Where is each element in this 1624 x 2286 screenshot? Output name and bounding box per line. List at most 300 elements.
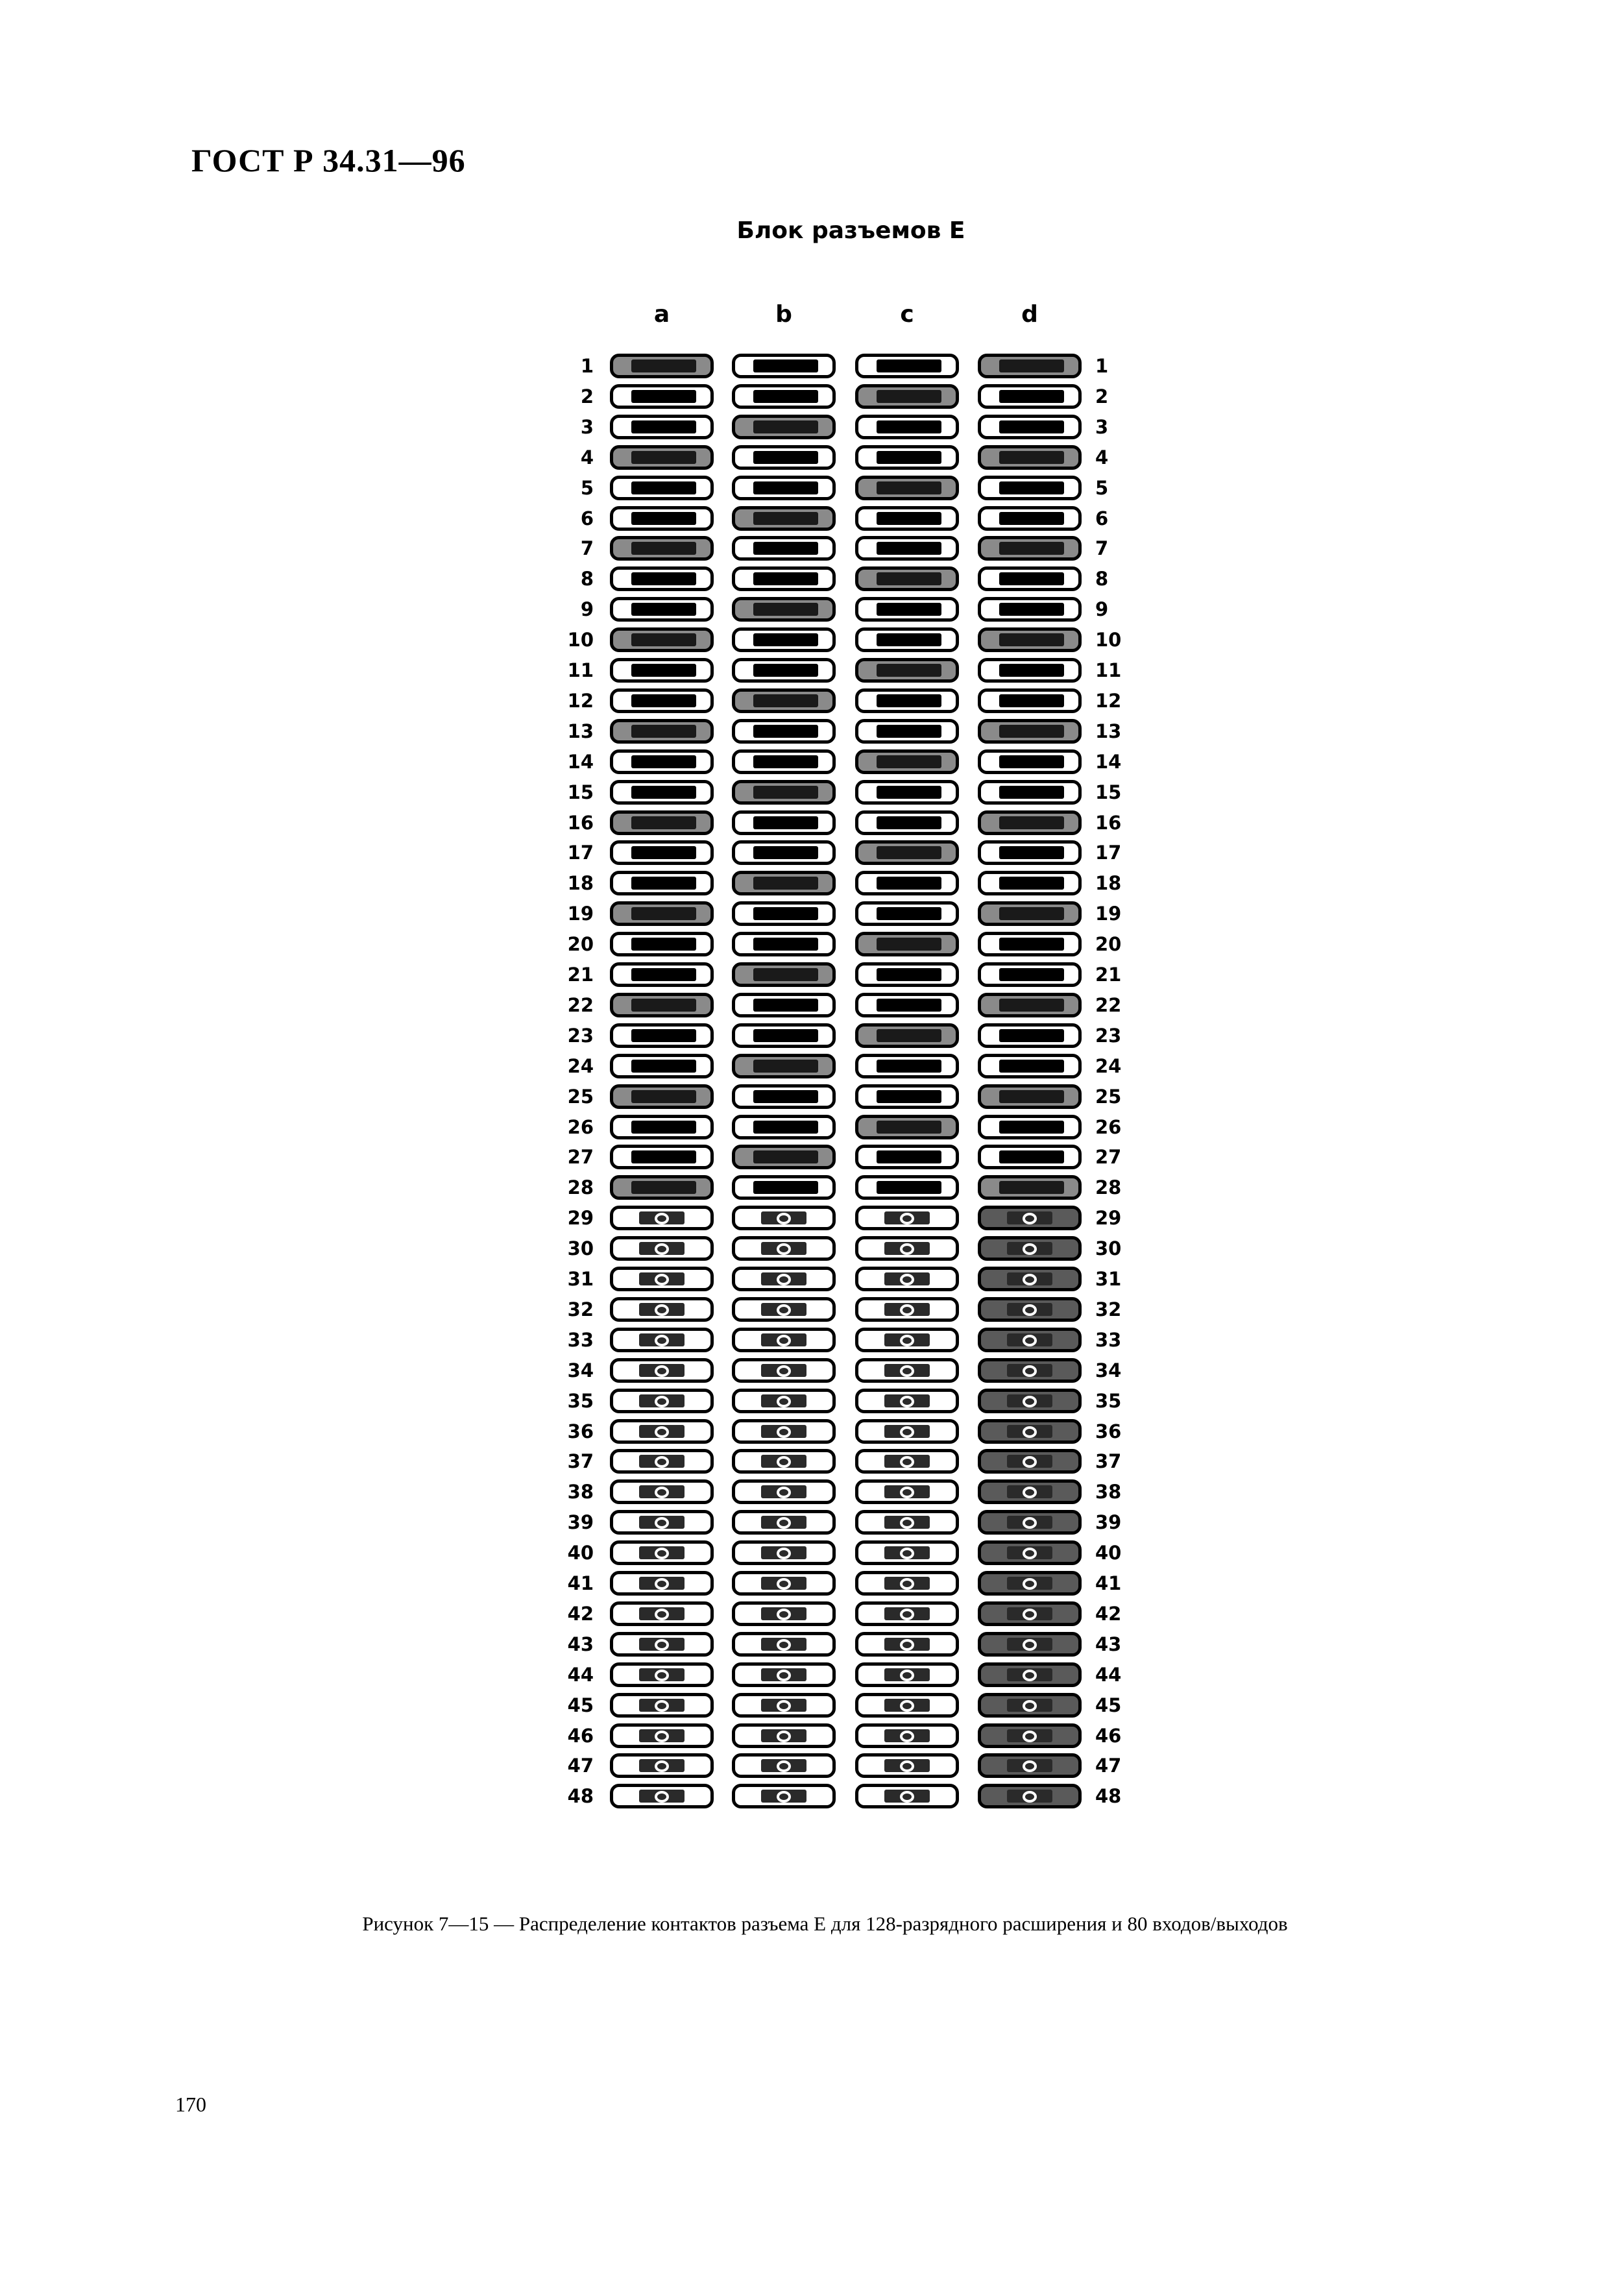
io-ring-icon	[900, 1426, 914, 1438]
pin-label-block	[999, 1181, 1064, 1194]
row-number-right: 35	[1095, 1389, 1122, 1412]
io-ring-icon	[1023, 1365, 1037, 1377]
io-ring-icon	[900, 1578, 914, 1590]
pin-label-block	[877, 1029, 941, 1042]
connector-pin-c-31	[855, 1267, 959, 1291]
connector-pin-d-43	[978, 1632, 1082, 1657]
pin-label-block	[631, 725, 696, 738]
row-number-left: 12	[567, 689, 594, 712]
pin-label-block	[631, 1029, 696, 1042]
connector-pin-b-33	[732, 1328, 836, 1352]
connector-pin-b-37	[732, 1449, 836, 1474]
pin-label-block	[877, 1150, 941, 1163]
io-ring-icon	[900, 1639, 914, 1651]
pin-label-block	[631, 786, 696, 799]
row-number-left: 15	[567, 781, 594, 803]
connector-pin-b-23	[732, 1023, 836, 1048]
pin-label-block	[999, 755, 1064, 768]
connector-pin-c-2	[855, 384, 959, 409]
pin-label-block	[753, 451, 818, 464]
pin-label-block	[999, 1121, 1064, 1134]
row-number-right: 19	[1095, 903, 1122, 925]
io-ring-icon	[655, 1426, 669, 1438]
connector-pin-c-11	[855, 658, 959, 683]
pin-label-block	[631, 1090, 696, 1103]
pin-label-block	[877, 1181, 941, 1194]
connector-pin-b-34	[732, 1358, 836, 1383]
connector-pin-a-5	[610, 476, 714, 500]
io-ring-icon	[900, 1274, 914, 1285]
row-number-right: 29	[1095, 1207, 1122, 1230]
row-number-left: 48	[567, 1785, 594, 1808]
connector-pin-a-14	[610, 749, 714, 774]
connector-pin-c-29	[855, 1206, 959, 1230]
pin-label-block	[753, 816, 818, 829]
row-number-left: 28	[567, 1176, 594, 1199]
pin-label-block	[877, 1090, 941, 1103]
connector-pin-a-3	[610, 415, 714, 439]
row-number-right: 45	[1095, 1694, 1122, 1716]
connector-pin-b-17	[732, 840, 836, 865]
row-number-right: 44	[1095, 1663, 1122, 1686]
io-ring-icon	[777, 1639, 791, 1651]
connector-pin-c-37	[855, 1449, 959, 1474]
io-ring-icon	[655, 1396, 669, 1407]
connector-pin-b-24	[732, 1054, 836, 1078]
connector-pin-b-5	[732, 476, 836, 500]
io-ring-icon	[1023, 1609, 1037, 1620]
io-ring-icon	[1023, 1670, 1037, 1681]
row-number-left: 24	[567, 1054, 594, 1077]
pin-label-block	[753, 1060, 818, 1073]
pin-label-block	[753, 938, 818, 951]
pin-label-block	[631, 1060, 696, 1073]
row-number-left: 39	[567, 1511, 594, 1534]
io-ring-icon	[1023, 1304, 1037, 1316]
connector-pin-b-18	[732, 871, 836, 895]
connector-pin-b-13	[732, 719, 836, 744]
pin-label-block	[631, 664, 696, 677]
row-number-left: 5	[580, 476, 594, 499]
io-ring-icon	[655, 1243, 669, 1255]
row-number-right: 28	[1095, 1176, 1122, 1199]
connector-pin-b-36	[732, 1419, 836, 1444]
io-ring-icon	[777, 1548, 791, 1559]
pin-label-block	[999, 603, 1064, 616]
pin-label-block	[631, 481, 696, 494]
connector-pin-c-8	[855, 566, 959, 591]
pin-label-block	[999, 786, 1064, 799]
io-ring-icon	[655, 1304, 669, 1316]
pin-label-block	[631, 359, 696, 372]
io-ring-icon	[900, 1396, 914, 1407]
block-title: Блок разъемов Е	[736, 217, 965, 244]
connector-pin-d-30	[978, 1236, 1082, 1261]
connector-pin-a-41	[610, 1571, 714, 1596]
io-ring-icon	[777, 1396, 791, 1407]
connector-pin-d-12	[978, 688, 1082, 713]
connector-pin-c-14	[855, 749, 959, 774]
row-number-left: 34	[567, 1359, 594, 1381]
connector-pin-a-16	[610, 810, 714, 835]
connector-pin-b-19	[732, 901, 836, 926]
connector-pin-a-48	[610, 1784, 714, 1808]
pin-label-block	[999, 846, 1064, 859]
connector-pin-a-43	[610, 1632, 714, 1657]
pin-label-block	[999, 938, 1064, 951]
row-number-right: 15	[1095, 781, 1122, 803]
io-ring-icon	[777, 1578, 791, 1590]
io-ring-icon	[655, 1609, 669, 1620]
connector-pin-b-32	[732, 1297, 836, 1322]
pin-label-block	[753, 846, 818, 859]
pin-label-block	[753, 359, 818, 372]
connector-pin-d-29	[978, 1206, 1082, 1230]
connector-pin-d-24	[978, 1054, 1082, 1078]
pin-label-block	[999, 512, 1064, 525]
row-number-left: 35	[567, 1389, 594, 1412]
connector-pin-d-17	[978, 840, 1082, 865]
column-header-a: a	[653, 301, 670, 328]
pin-label-block	[999, 999, 1064, 1012]
connector-pin-b-40	[732, 1540, 836, 1565]
pin-label-block	[631, 603, 696, 616]
row-number-right: 43	[1095, 1633, 1122, 1655]
connector-pin-b-43	[732, 1632, 836, 1657]
connector-pin-b-4	[732, 445, 836, 470]
row-number-right: 41	[1095, 1572, 1122, 1594]
row-number-right: 23	[1095, 1024, 1122, 1047]
io-ring-icon	[777, 1304, 791, 1316]
row-number-left: 42	[567, 1602, 594, 1625]
pin-label-block	[877, 1121, 941, 1134]
row-number-right: 22	[1095, 993, 1122, 1016]
connector-pin-a-13	[610, 719, 714, 744]
connector-pin-d-42	[978, 1601, 1082, 1626]
row-number-left: 10	[567, 629, 594, 651]
pin-label-block	[877, 359, 941, 372]
pin-label-block	[999, 1150, 1064, 1163]
connector-pin-c-9	[855, 597, 959, 622]
pin-label-block	[877, 664, 941, 677]
io-ring-icon	[900, 1335, 914, 1346]
connector-pin-b-3	[732, 415, 836, 439]
row-number-left: 20	[567, 933, 594, 956]
row-number-left: 29	[567, 1207, 594, 1230]
connector-pin-a-22	[610, 993, 714, 1017]
row-number-left: 16	[567, 811, 594, 834]
row-number-left: 7	[580, 537, 594, 560]
connector-pin-a-8	[610, 566, 714, 591]
pin-label-block	[631, 816, 696, 829]
io-ring-icon	[777, 1700, 791, 1712]
connector-pin-a-15	[610, 780, 714, 805]
io-ring-icon	[655, 1670, 669, 1681]
connector-pin-c-6	[855, 506, 959, 531]
connector-pin-c-46	[855, 1723, 959, 1748]
row-number-right: 18	[1095, 872, 1122, 895]
connector-pin-a-20	[610, 932, 714, 956]
row-number-left: 6	[580, 507, 594, 529]
pin-label-block	[631, 694, 696, 707]
pin-label-block	[753, 1181, 818, 1194]
connector-pin-a-33	[610, 1328, 714, 1352]
connector-pin-c-30	[855, 1236, 959, 1261]
row-number-right: 33	[1095, 1328, 1122, 1351]
io-ring-icon	[900, 1700, 914, 1712]
io-ring-icon	[1023, 1274, 1037, 1285]
connector-pin-b-35	[732, 1389, 836, 1413]
connector-pin-d-40	[978, 1540, 1082, 1565]
connector-pin-d-28	[978, 1175, 1082, 1200]
pin-label-block	[999, 968, 1064, 981]
connector-pin-b-26	[732, 1115, 836, 1139]
connector-pin-c-47	[855, 1753, 959, 1778]
pin-label-block	[877, 938, 941, 951]
pin-label-block	[753, 512, 818, 525]
connector-pin-d-22	[978, 993, 1082, 1017]
connector-pin-c-48	[855, 1784, 959, 1808]
connector-pin-a-6	[610, 506, 714, 531]
pin-label-block	[999, 1060, 1064, 1073]
connector-pin-c-35	[855, 1389, 959, 1413]
pin-label-block	[753, 725, 818, 738]
connector-pin-d-47	[978, 1753, 1082, 1778]
connector-pin-a-44	[610, 1662, 714, 1687]
row-number-right: 38	[1095, 1481, 1122, 1503]
pin-label-block	[877, 877, 941, 890]
row-number-right: 25	[1095, 1085, 1122, 1108]
pin-label-block	[877, 420, 941, 433]
io-ring-icon	[1023, 1426, 1037, 1438]
connector-pin-a-18	[610, 871, 714, 895]
io-ring-icon	[1023, 1335, 1037, 1346]
figure-caption: Рисунок 7—15 — Распределение контактов разъема Е для 128-разрядного расширения и 80 входов/выходов	[362, 1912, 1288, 1935]
pin-label-block	[877, 603, 941, 616]
connector-pin-d-1	[978, 354, 1082, 378]
io-ring-icon	[655, 1700, 669, 1712]
row-number-left: 27	[567, 1146, 594, 1169]
column-header-d: d	[1021, 301, 1038, 328]
connector-pin-c-40	[855, 1540, 959, 1565]
pin-label-block	[631, 877, 696, 890]
io-ring-icon	[1023, 1243, 1037, 1255]
connector-pin-a-7	[610, 536, 714, 561]
pin-label-block	[999, 664, 1064, 677]
connector-pin-d-7	[978, 536, 1082, 561]
row-number-right: 13	[1095, 720, 1122, 742]
pin-label-block	[877, 1060, 941, 1073]
io-ring-icon	[777, 1365, 791, 1377]
connector-pin-b-47	[732, 1753, 836, 1778]
row-number-left: 21	[567, 964, 594, 986]
row-number-left: 18	[567, 872, 594, 895]
connector-pin-d-20	[978, 932, 1082, 956]
connector-pin-d-31	[978, 1267, 1082, 1291]
io-ring-icon	[777, 1609, 791, 1620]
connector-pin-b-28	[732, 1175, 836, 1200]
connector-pin-b-7	[732, 536, 836, 561]
connector-pin-a-9	[610, 597, 714, 622]
pin-label-block	[753, 694, 818, 707]
row-number-right: 42	[1095, 1602, 1122, 1625]
connector-pin-c-7	[855, 536, 959, 561]
connector-pin-d-39	[978, 1510, 1082, 1535]
connector-pin-a-28	[610, 1175, 714, 1200]
connector-pin-a-30	[610, 1236, 714, 1261]
connector-pin-d-35	[978, 1389, 1082, 1413]
row-number-right: 3	[1095, 415, 1109, 438]
connector-pin-b-20	[732, 932, 836, 956]
row-number-left: 30	[567, 1237, 594, 1260]
row-number-left: 19	[567, 903, 594, 925]
row-number-left: 36	[567, 1420, 594, 1442]
connector-pin-b-14	[732, 749, 836, 774]
connector-pin-a-32	[610, 1297, 714, 1322]
connector-pin-c-43	[855, 1632, 959, 1657]
connector-pin-a-35	[610, 1389, 714, 1413]
connector-pin-a-17	[610, 840, 714, 865]
connector-pin-a-39	[610, 1510, 714, 1535]
connector-pin-a-29	[610, 1206, 714, 1230]
row-number-left: 3	[580, 415, 594, 438]
row-number-left: 41	[567, 1572, 594, 1594]
row-number-left: 14	[567, 750, 594, 773]
pin-label-block	[877, 786, 941, 799]
connector-pin-a-26	[610, 1115, 714, 1139]
connector-pin-c-17	[855, 840, 959, 865]
connector-pin-b-38	[732, 1479, 836, 1504]
connector-pin-d-21	[978, 962, 1082, 987]
connector-pin-b-45	[732, 1693, 836, 1718]
pin-label-block	[753, 603, 818, 616]
connector-pin-c-10	[855, 627, 959, 652]
connector-pin-d-3	[978, 415, 1082, 439]
connector-pin-d-26	[978, 1115, 1082, 1139]
connector-pin-b-22	[732, 993, 836, 1017]
row-number-left: 17	[567, 842, 594, 864]
connector-pin-d-27	[978, 1145, 1082, 1169]
row-number-left: 46	[567, 1724, 594, 1747]
pin-label-block	[753, 1090, 818, 1103]
pin-label-block	[999, 451, 1064, 464]
row-number-left: 25	[567, 1085, 594, 1108]
connector-pin-c-24	[855, 1054, 959, 1078]
io-ring-icon	[1023, 1396, 1037, 1407]
connector-pin-a-4	[610, 445, 714, 470]
pin-label-block	[877, 968, 941, 981]
pin-label-block	[753, 481, 818, 494]
connector-pin-d-19	[978, 901, 1082, 926]
row-number-right: 16	[1095, 811, 1122, 834]
pin-label-block	[999, 907, 1064, 920]
connector-pin-b-15	[732, 780, 836, 805]
pin-label-block	[631, 968, 696, 981]
pin-label-block	[999, 481, 1064, 494]
connector-pin-b-21	[732, 962, 836, 987]
row-number-right: 40	[1095, 1542, 1122, 1564]
pin-label-block	[631, 542, 696, 555]
connector-pin-c-23	[855, 1023, 959, 1048]
io-ring-icon	[900, 1365, 914, 1377]
io-ring-icon	[900, 1731, 914, 1742]
pin-label-block	[999, 633, 1064, 646]
pin-label-block	[753, 999, 818, 1012]
pin-label-block	[877, 633, 941, 646]
connector-pin-b-9	[732, 597, 836, 622]
pin-label-block	[877, 481, 941, 494]
pin-label-block	[877, 694, 941, 707]
connector-pin-a-31	[610, 1267, 714, 1291]
connector-pin-b-31	[732, 1267, 836, 1291]
pin-label-block	[631, 907, 696, 920]
io-ring-icon	[655, 1548, 669, 1559]
connector-pin-a-21	[610, 962, 714, 987]
row-number-right: 30	[1095, 1237, 1122, 1260]
connector-pin-d-6	[978, 506, 1082, 531]
row-number-right: 12	[1095, 689, 1122, 712]
pin-label-block	[877, 390, 941, 403]
row-number-right: 6	[1095, 507, 1109, 529]
io-ring-icon	[1023, 1700, 1037, 1712]
pin-label-block	[877, 451, 941, 464]
io-ring-icon	[1023, 1548, 1037, 1559]
pin-label-block	[999, 725, 1064, 738]
pin-label-block	[877, 999, 941, 1012]
pin-label-block	[753, 877, 818, 890]
connector-pin-c-45	[855, 1693, 959, 1718]
io-ring-icon	[777, 1243, 791, 1255]
io-ring-icon	[655, 1639, 669, 1651]
connector-pin-d-9	[978, 597, 1082, 622]
column-header-b: b	[775, 301, 792, 328]
connector-pin-d-34	[978, 1358, 1082, 1383]
connector-pin-a-1	[610, 354, 714, 378]
io-ring-icon	[655, 1365, 669, 1377]
document-header: ГОСТ Р 34.31—96	[191, 142, 466, 178]
connector-pin-c-16	[855, 810, 959, 835]
row-number-right: 4	[1095, 446, 1109, 468]
connector-pin-a-23	[610, 1023, 714, 1048]
connector-pin-b-2	[732, 384, 836, 409]
connector-pin-c-44	[855, 1662, 959, 1687]
row-number-right: 9	[1095, 598, 1109, 621]
connector-pin-c-34	[855, 1358, 959, 1383]
row-number-right: 1	[1095, 355, 1109, 377]
connector-pin-c-19	[855, 901, 959, 926]
connector-pin-c-5	[855, 476, 959, 500]
connector-pin-a-36	[610, 1419, 714, 1444]
row-number-right: 11	[1095, 659, 1122, 681]
connector-pin-b-44	[732, 1662, 836, 1687]
connector-pin-d-37	[978, 1449, 1082, 1474]
pin-label-block	[631, 512, 696, 525]
connector-pin-b-8	[732, 566, 836, 591]
connector-pin-c-20	[855, 932, 959, 956]
connector-pin-d-8	[978, 566, 1082, 591]
connector-pin-d-44	[978, 1662, 1082, 1687]
page-number: 170	[175, 2093, 206, 2116]
row-number-right: 2	[1095, 385, 1109, 407]
connector-pin-b-1	[732, 354, 836, 378]
pin-label-block	[999, 572, 1064, 585]
row-number-left: 37	[567, 1450, 594, 1473]
io-ring-icon	[1023, 1639, 1037, 1651]
connector-pin-d-15	[978, 780, 1082, 805]
pin-label-block	[877, 572, 941, 585]
pin-label-block	[631, 1181, 696, 1194]
io-ring-icon	[655, 1274, 669, 1285]
